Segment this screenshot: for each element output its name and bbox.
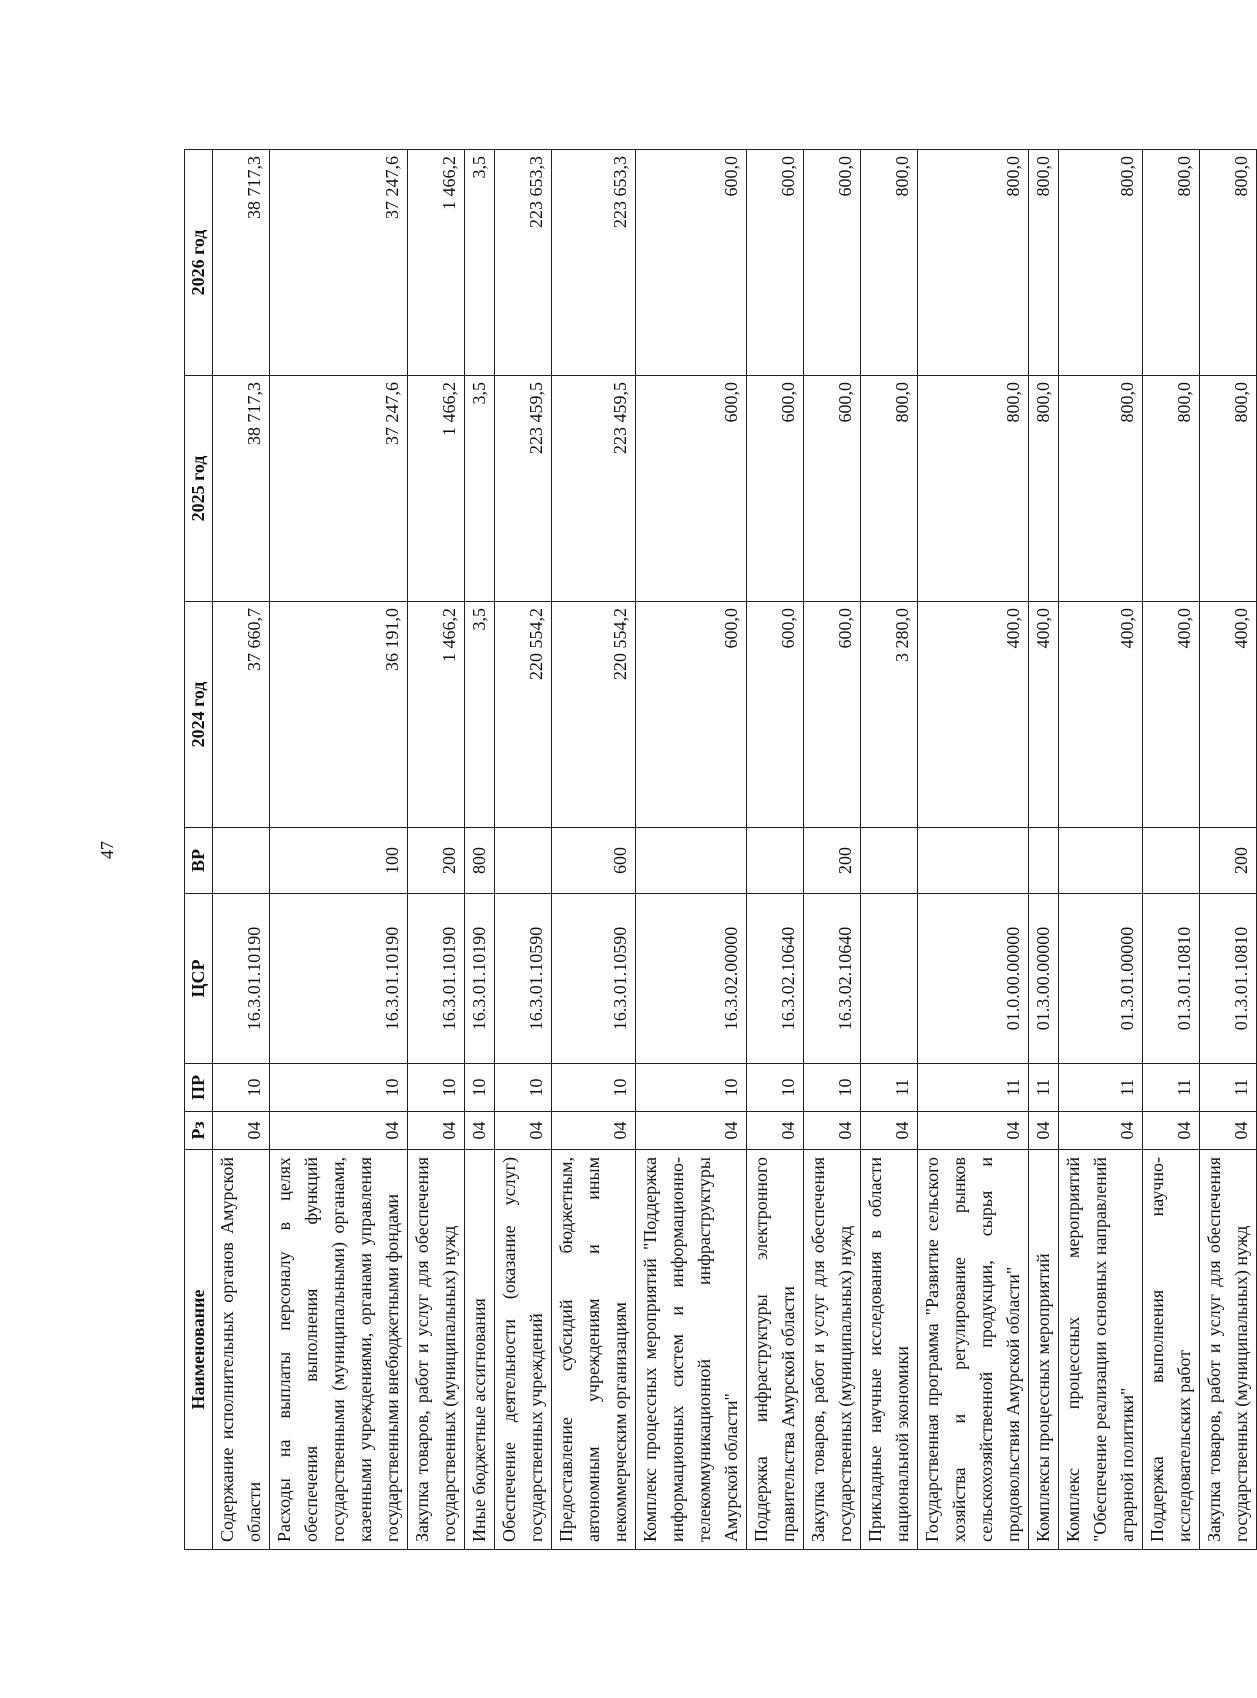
row-name-cell: Прикладные научные исследования в области национальной экономики (861, 1150, 918, 1550)
row-2025-cell: 800,0 (1059, 376, 1143, 602)
table-row (861, 150, 918, 1550)
row-csr-cell: 01.0.00.00000 (918, 894, 1029, 1064)
table-row (1143, 150, 1200, 1550)
row-2024-cell: 1 466,2 (408, 602, 465, 828)
row-2025-cell: 223 459,5 (495, 376, 552, 602)
row-name-cell: Закупка товаров, работ и услуг для обеспечения государственных (муниципальных) нужд (408, 1150, 465, 1550)
row-rz-cell: 04 (861, 1112, 918, 1150)
row-2024-cell: 220 554,2 (495, 602, 552, 828)
row-csr-cell: 16.3.01.10590 (495, 894, 552, 1064)
row-vr-cell: 100 (270, 828, 408, 894)
row-2024-cell: 36 191,0 (270, 602, 408, 828)
header-2025: 2025 год (185, 376, 213, 602)
row-2024-cell: 600,0 (747, 602, 804, 828)
row-pr-cell: 10 (552, 1064, 636, 1112)
row-name-cell: Обеспечение деятельности (оказание услуг) государственных учреждений (495, 1150, 552, 1550)
row-vr-cell (918, 828, 1029, 894)
row-pr-cell: 11 (918, 1064, 1029, 1112)
row-pr-cell: 11 (1029, 1064, 1059, 1112)
row-pr-cell: 11 (1200, 1064, 1257, 1112)
row-csr-cell: 16.3.02.10640 (804, 894, 861, 1064)
row-csr-cell: 16.3.01.10190 (408, 894, 465, 1064)
row-2025-cell: 800,0 (1200, 376, 1257, 602)
row-name-cell: Закупка товаров, работ и услуг для обеспечения государственных (муниципальных) нужд (1200, 1150, 1257, 1550)
header-pr: ПР (185, 1064, 213, 1112)
row-vr-cell (495, 828, 552, 894)
row-vr-cell: 200 (408, 828, 465, 894)
row-2024-cell: 400,0 (1200, 602, 1257, 828)
row-vr-cell (1029, 828, 1059, 894)
row-2026-cell: 223 653,3 (552, 150, 636, 376)
row-rz-cell: 04 (636, 1112, 747, 1150)
row-csr-cell (861, 894, 918, 1064)
row-2025-cell: 800,0 (1029, 376, 1059, 602)
row-pr-cell: 11 (861, 1064, 918, 1112)
row-vr-cell: 200 (804, 828, 861, 894)
table-row (1029, 150, 1059, 1550)
row-2024-cell: 37 660,7 (213, 602, 270, 828)
row-csr-cell: 16.3.02.00000 (636, 894, 747, 1064)
row-vr-cell (1059, 828, 1143, 894)
row-rz-cell: 04 (747, 1112, 804, 1150)
rotated-table-container (184, 150, 1251, 1550)
row-2026-cell: 38 717,3 (213, 150, 270, 376)
table-row (1059, 150, 1143, 1550)
row-name-cell: Иные бюджетные ассигнования (465, 1150, 495, 1550)
row-2026-cell: 800,0 (918, 150, 1029, 376)
row-name-cell: Закупка товаров, работ и услуг для обеспечения государственных (муниципальных) нужд (804, 1150, 861, 1550)
row-pr-cell: 11 (1143, 1064, 1200, 1112)
table-row (495, 150, 552, 1550)
page-number: 47 (97, 841, 117, 859)
row-rz-cell: 04 (1029, 1112, 1059, 1150)
row-vr-cell (747, 828, 804, 894)
row-2024-cell: 600,0 (804, 602, 861, 828)
row-2026-cell: 37 247,6 (270, 150, 408, 376)
row-2025-cell: 3,5 (465, 376, 495, 602)
row-2026-cell: 600,0 (636, 150, 747, 376)
header-name: Наименование (185, 1150, 213, 1550)
row-2024-cell: 3 280,0 (861, 602, 918, 828)
table-row (552, 150, 636, 1550)
row-2025-cell: 600,0 (804, 376, 861, 602)
header-2026: 2026 год (185, 150, 213, 376)
row-rz-cell: 04 (1143, 1112, 1200, 1150)
row-2025-cell: 223 459,5 (552, 376, 636, 602)
row-vr-cell (636, 828, 747, 894)
table-row (804, 150, 861, 1550)
row-2025-cell: 800,0 (918, 376, 1029, 602)
table-row (747, 150, 804, 1550)
row-csr-cell: 16.3.01.10590 (552, 894, 636, 1064)
row-csr-cell: 01.3.00.00000 (1029, 894, 1059, 1064)
row-vr-cell: 200 (1200, 828, 1257, 894)
row-pr-cell: 10 (270, 1064, 408, 1112)
row-2025-cell: 37 247,6 (270, 376, 408, 602)
table-row (465, 150, 495, 1550)
row-pr-cell: 10 (408, 1064, 465, 1112)
table-row (408, 150, 465, 1550)
row-pr-cell: 10 (465, 1064, 495, 1112)
header-csr: ЦСР (185, 894, 213, 1064)
row-2026-cell: 800,0 (1143, 150, 1200, 376)
row-csr-cell: 01.3.01.10810 (1200, 894, 1257, 1064)
row-2025-cell: 600,0 (747, 376, 804, 602)
row-2025-cell: 800,0 (1143, 376, 1200, 602)
row-2024-cell: 400,0 (918, 602, 1029, 828)
row-rz-cell: 04 (495, 1112, 552, 1150)
row-rz-cell: 04 (213, 1112, 270, 1150)
row-2024-cell: 400,0 (1059, 602, 1143, 828)
row-rz-cell: 04 (270, 1112, 408, 1150)
row-2025-cell: 600,0 (636, 376, 747, 602)
row-vr-cell (1143, 828, 1200, 894)
row-2025-cell: 38 717,3 (213, 376, 270, 602)
row-2026-cell: 223 653,3 (495, 150, 552, 376)
row-rz-cell: 04 (918, 1112, 1029, 1150)
row-vr-cell (213, 828, 270, 894)
row-2024-cell: 220 554,2 (552, 602, 636, 828)
row-2026-cell: 800,0 (1200, 150, 1257, 376)
row-name-cell: Государственная программа "Развитие сельского хозяйства и регулирование рынков сельскохозяйственной продукции, сырья и продовольствия Амурской области" (918, 1150, 1029, 1550)
table-header-row (185, 150, 213, 1550)
row-csr-cell: 16.3.01.10190 (465, 894, 495, 1064)
row-rz-cell: 04 (804, 1112, 861, 1150)
row-2024-cell: 600,0 (636, 602, 747, 828)
row-2024-cell: 400,0 (1143, 602, 1200, 828)
row-csr-cell: 16.3.02.10640 (747, 894, 804, 1064)
row-rz-cell: 04 (408, 1112, 465, 1150)
row-pr-cell: 10 (495, 1064, 552, 1112)
row-2026-cell: 3,5 (465, 150, 495, 376)
table-row (636, 150, 747, 1550)
row-2024-cell: 400,0 (1029, 602, 1059, 828)
row-rz-cell: 04 (1059, 1112, 1143, 1150)
row-pr-cell: 10 (804, 1064, 861, 1112)
row-2026-cell: 800,0 (861, 150, 918, 376)
row-vr-cell (861, 828, 918, 894)
table-row (213, 150, 270, 1550)
row-2025-cell: 1 466,2 (408, 376, 465, 602)
row-2026-cell: 1 466,2 (408, 150, 465, 376)
row-name-cell: Поддержка инфраструктуры электронного правительства Амурской области (747, 1150, 804, 1550)
row-name-cell: Поддержка выполнения научно-исследовательских работ (1143, 1150, 1200, 1550)
row-rz-cell: 04 (552, 1112, 636, 1150)
row-name-cell: Содержание исполнительных органов Амурской области (213, 1150, 270, 1550)
row-pr-cell: 10 (747, 1064, 804, 1112)
row-name-cell: Комплекс процессных мероприятий "Обеспечение реализации основных направлений аграрной политики" (1059, 1150, 1143, 1550)
row-name-cell: Комплексы процессных мероприятий (1029, 1150, 1059, 1550)
header-2024: 2024 год (185, 602, 213, 828)
row-csr-cell: 16.3.01.10190 (270, 894, 408, 1064)
table-row (918, 150, 1029, 1550)
row-pr-cell: 10 (636, 1064, 747, 1112)
row-name-cell: Расходы на выплаты персоналу в целях обеспечения выполнения функций государственными (муниципальными) органами, казенными учреждениями, органами управления государственными внебюджетными фондами (270, 1150, 408, 1550)
row-pr-cell: 10 (213, 1064, 270, 1112)
row-csr-cell: 01.3.01.00000 (1059, 894, 1143, 1064)
row-rz-cell: 04 (465, 1112, 495, 1150)
row-2026-cell: 800,0 (1029, 150, 1059, 376)
row-name-cell: Комплекс процессных мероприятий "Поддержка информационных систем и информационно-телекоммуникационной инфраструктуры Амурской области" (636, 1150, 747, 1550)
row-2024-cell: 3,5 (465, 602, 495, 828)
row-rz-cell: 04 (1200, 1112, 1257, 1150)
row-vr-cell: 600 (552, 828, 636, 894)
row-csr-cell: 16.3.01.10190 (213, 894, 270, 1064)
row-2025-cell: 800,0 (861, 376, 918, 602)
table-body (213, 150, 1257, 1550)
row-csr-cell: 01.3.01.10810 (1143, 894, 1200, 1064)
row-2026-cell: 600,0 (804, 150, 861, 376)
row-name-cell: Предоставление субсидий бюджетным, автономным учреждениям и иным некоммерческим организациям (552, 1150, 636, 1550)
table-row (270, 150, 408, 1550)
row-pr-cell: 11 (1059, 1064, 1143, 1112)
header-vr: ВР (185, 828, 213, 894)
header-rz: Рз (185, 1112, 213, 1150)
row-2026-cell: 600,0 (747, 150, 804, 376)
row-2026-cell: 800,0 (1059, 150, 1143, 376)
budget-table (184, 149, 1257, 1550)
table-row (1200, 150, 1257, 1550)
row-vr-cell: 800 (465, 828, 495, 894)
